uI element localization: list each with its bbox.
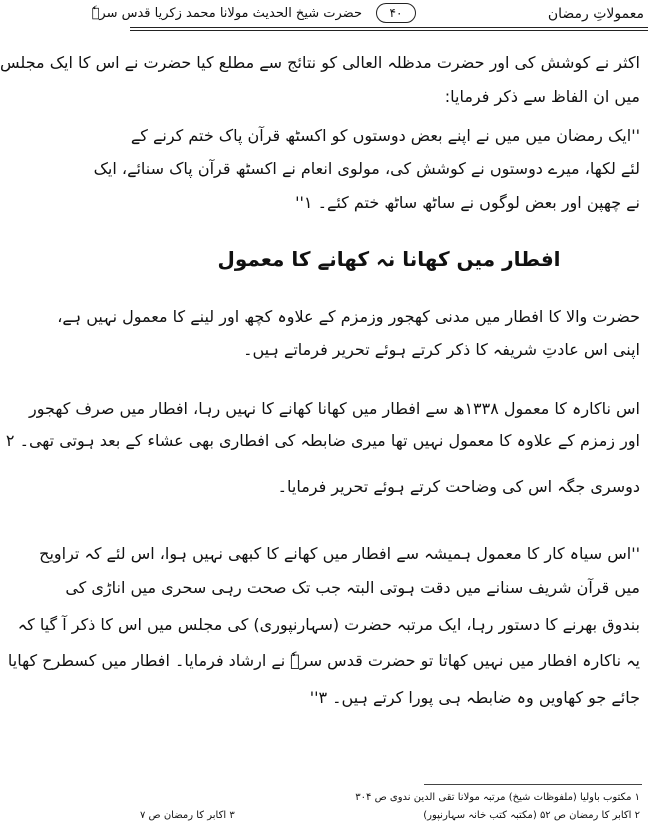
quote2-line-4: یہ ناکارہ افطار میں نہیں کھاتا تو حضرت قدس سرہٗ نے ارشاد فرمایا۔ افطار میں کسطرح کھایا	[7, 651, 640, 670]
quote2-line-2: میں قرآن شریف سنانے میں دقت ہوتی البتہ جب تک صحت رہی سحری میں اناڑی کی	[65, 578, 640, 597]
header-rule	[130, 27, 648, 28]
quote1-line-2: لئے لکھا، میرے دوستوں نے کوشش کی، مولوی انعام نے اکسٹھ قرآن پاک سنائے، ایک	[93, 159, 640, 178]
quote2-line-3: بندوق بھرنے کا دستور رہا، ایک مرتبہ حضرت (سہارنپوری) کی مجلس میں اس کا ذکر آ گیا کہ	[17, 615, 640, 634]
para3-line-1: اس ناکارہ کا معمول ۱۳۳۸ھ سے افطار میں کھانا کھانے کا نہیں رہا، افطار میں صرف کھجور	[29, 399, 640, 418]
footnote-3: ۳ اکابر کا رمضان ص ۷	[140, 810, 235, 821]
para2-line-2: اپنی اس عادتِ شریفہ کا ذکر کرتے ہوئے تحریر فرماتے ہیں۔	[243, 340, 640, 359]
para3-line-2: اور زمزم کے علاوہ کا معمول نہیں تھا میری ضابطہ کی افطاری بھی عشاء کے بعد ہوتی تھی۔ ۲	[5, 431, 640, 450]
para1-line-2: میں ان الفاظ سے ذکر فرمایا:	[444, 87, 640, 106]
para3-line-3: دوسری جگہ اس کی وضاحت کرتے ہوئے تحریر فرمایا۔	[277, 477, 640, 496]
quote1-line-1: ''ایک رمضان میں میں نے اپنے بعض دوستوں کو اکسٹھ قرآن پاک ختم کرنے کے	[130, 126, 640, 145]
quote2-line-5: جائے جو کھاویں وہ ضابطہ ہی پورا کرتے ہیں۔ ۳''	[309, 688, 640, 707]
quote1-line-3: نے چھپن اور بعض لوگوں نے ساٹھ ساٹھ ختم کئے۔ ۱''	[295, 193, 640, 212]
footnote-1: ۱ مکتوب باولیا (ملفوظات شیخ) مرتبہ مولانا تقی الدین ندوی ص ۳۰۴	[355, 792, 640, 803]
header-rule-inner	[130, 30, 648, 31]
footnote-2: ۲ اکابر کا رمضان ص ۵۲ (مکتبہ کتب خانہ سہارنپور)	[423, 810, 640, 821]
para2-line-1: حضرت والا کا افطار میں مدنی کھجور وزمزم کے علاوہ کچھ اور لینے کا معمول نہیں ہے،	[57, 307, 640, 326]
footnote-rule	[424, 784, 642, 785]
page-number: ۴۰	[376, 3, 416, 23]
running-header-subject: حضرت شیخ الحدیث مولانا محمد زکریا قدس سرہٗ	[91, 6, 362, 21]
book-title: معمولاتِ رمضان	[547, 6, 644, 22]
para1-line-1: اکثر نے کوشش کی اور حضرت مدظلہ العالی کو نتائج سے مطلع کیا حضرت نے اس کا ایک مجلس	[0, 53, 640, 72]
quote2-line-1: ''اس سیاہ کار کا معمول ہمیشہ سے افطار میں کھانے کا کبھی نہیں ہوا، اس لئے کہ تراویح	[39, 544, 640, 563]
section-heading: افطار میں کھانا نہ کھانے کا معمول	[217, 247, 561, 271]
